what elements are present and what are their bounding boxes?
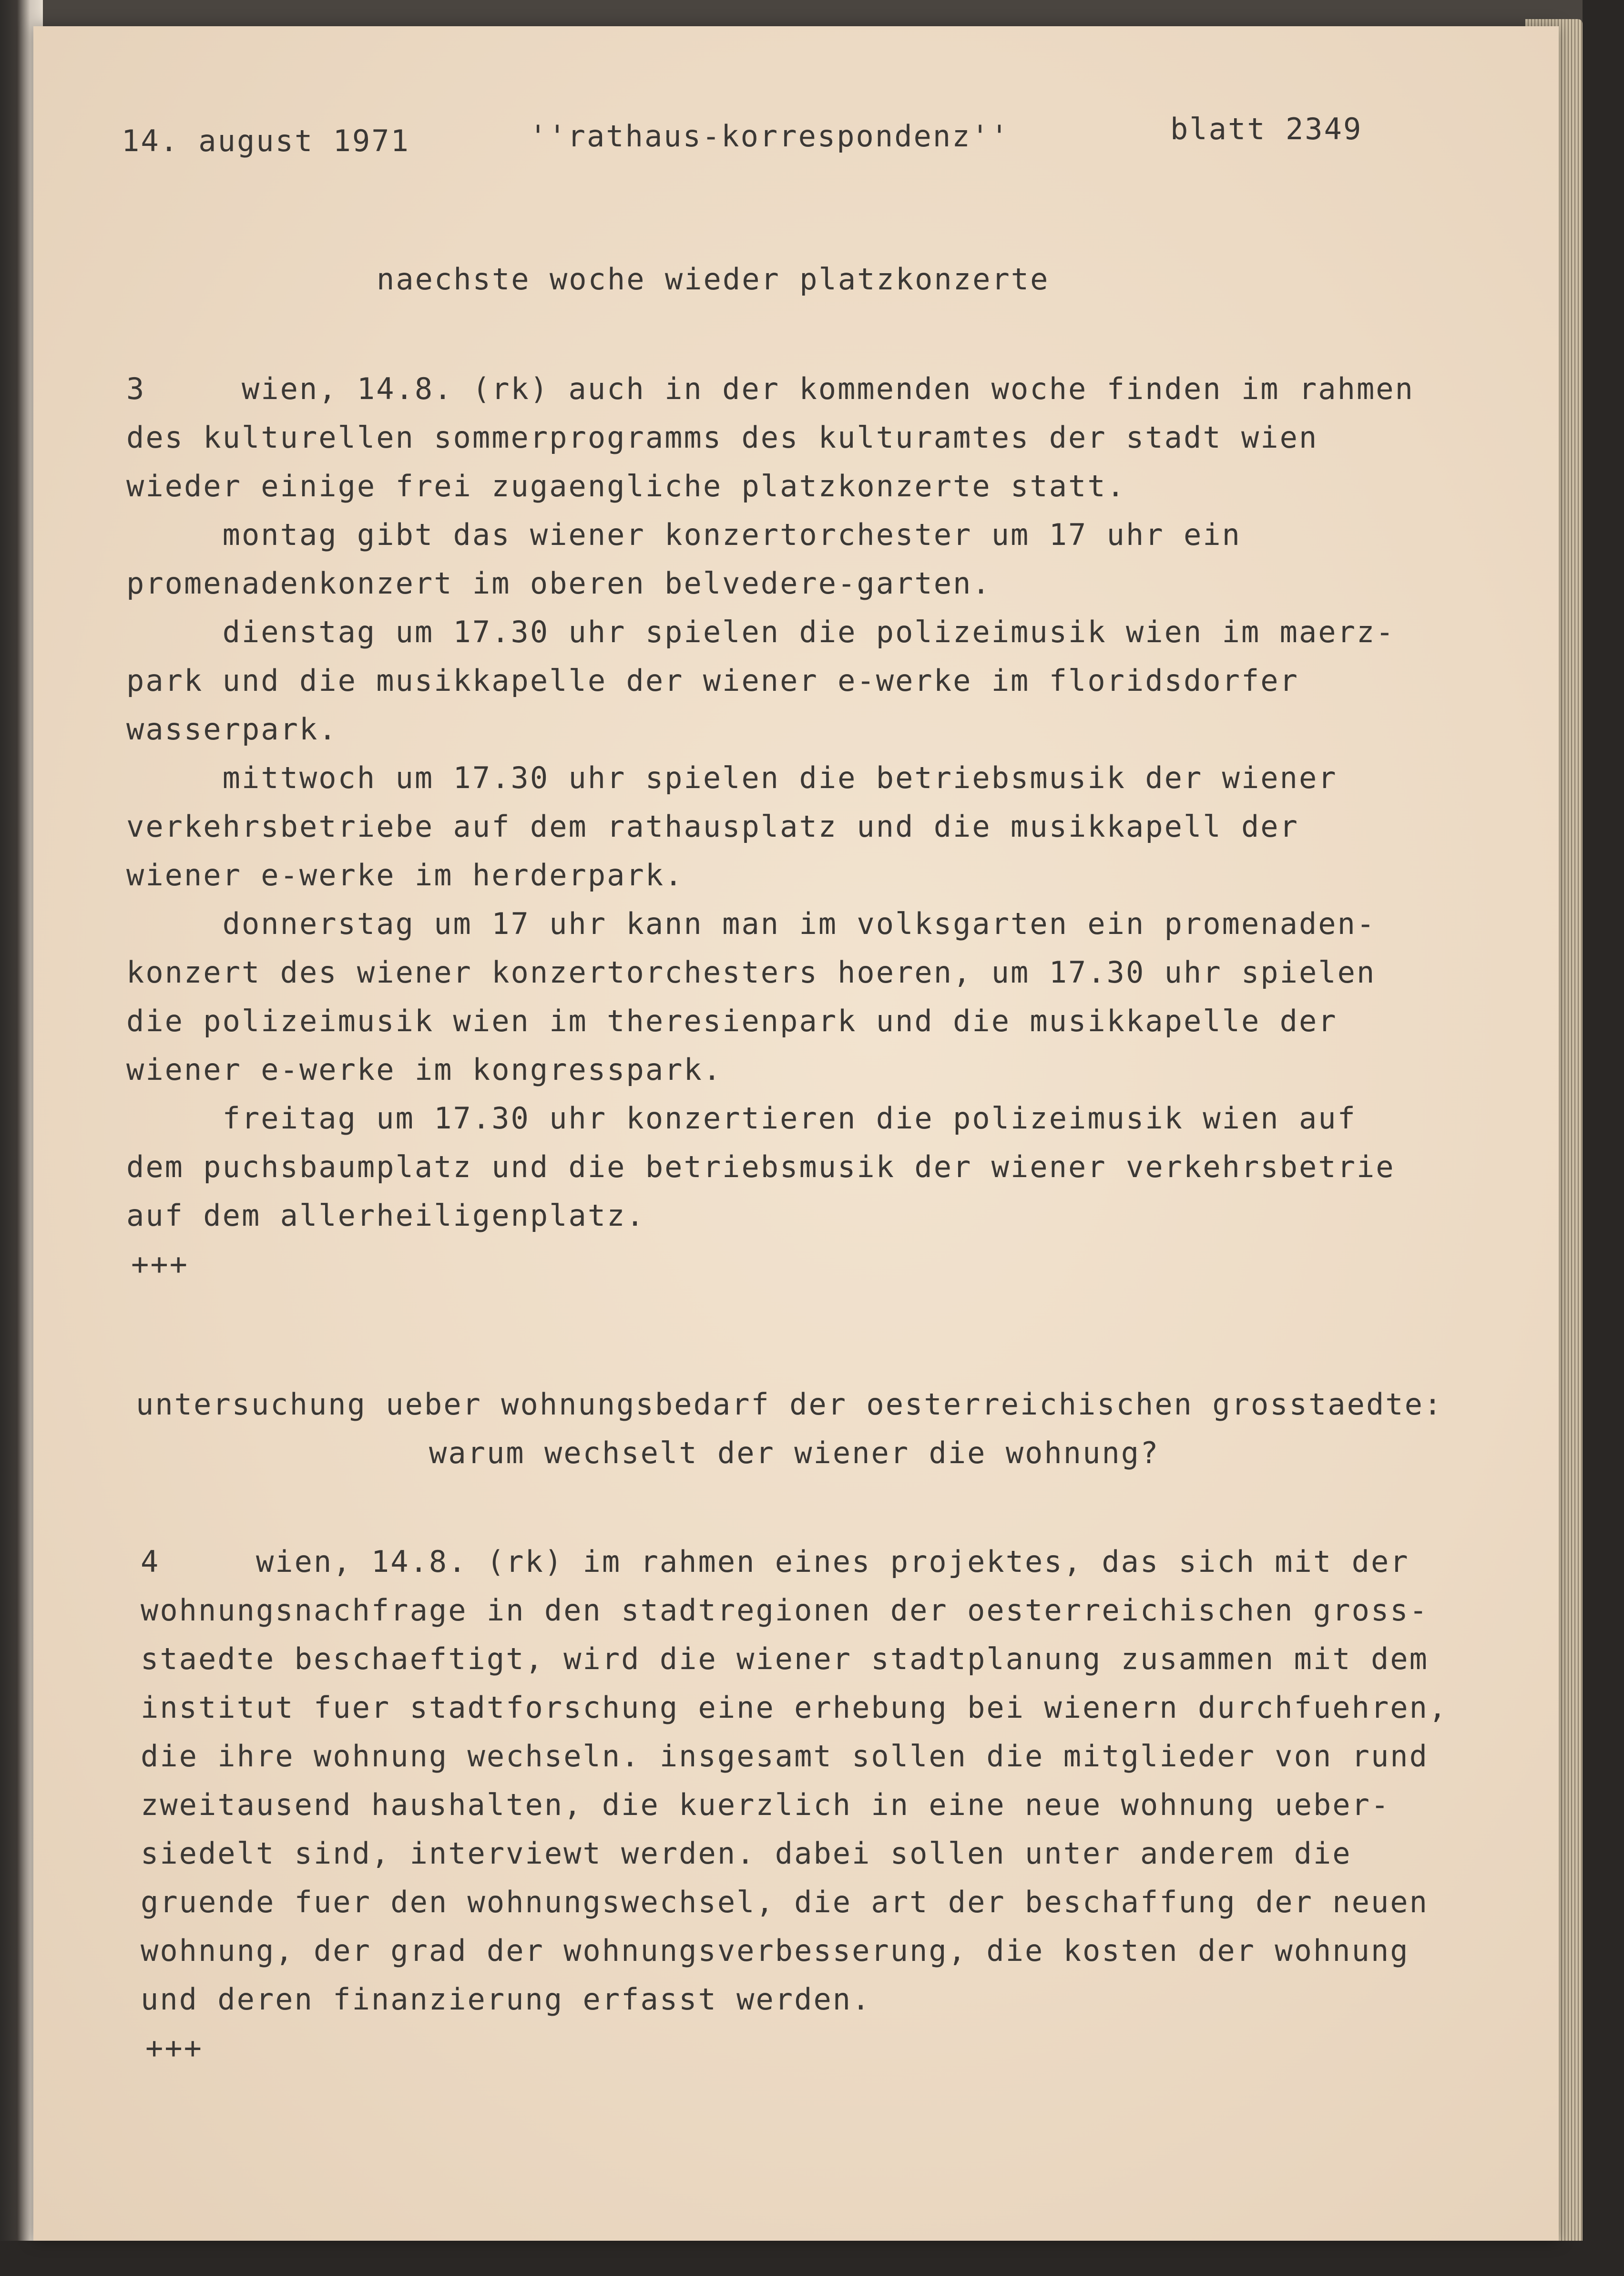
- article1-line: wasserpark.: [126, 712, 338, 747]
- article1-line: promenadenkonzert im oberen belvedere-garten.: [126, 566, 991, 601]
- background-bottom: [0, 2241, 1624, 2276]
- typed-page: [33, 26, 1559, 2241]
- article2-headline: untersuchung ueber wohnungsbedarf der oesterreichischen grosstaedte:: [136, 1387, 1443, 1422]
- article1-end-mark: +++: [131, 1247, 189, 1282]
- article2-subheadline: warum wechselt der wiener die wohnung?: [429, 1435, 1160, 1470]
- article1-line: konzert des wiener konzertorchesters hoeren, um 17.30 uhr spielen: [126, 955, 1376, 990]
- article1-line: montag gibt das wiener konzertorchester um 17 uhr ein: [126, 517, 1241, 552]
- article2-line: staedte beschaeftigt, wird die wiener stadtplanung zusammen mit dem: [141, 1641, 1429, 1676]
- article1-line: freitag um 17.30 uhr konzertieren die polizeimusik wien auf: [126, 1101, 1357, 1136]
- header-date: 14. august 1971: [122, 123, 410, 158]
- article2-line: institut fuer stadtforschung eine erhebung bei wienern durchfuehren,: [141, 1690, 1448, 1725]
- article1-line: wiener e-werke im herderpark.: [126, 858, 684, 892]
- article2-line: gruende fuer den wohnungswechsel, die art der beschaffung der neuen: [141, 1885, 1429, 1919]
- article2-line: 4 wien, 14.8. (rk) im rahmen eines projektes, das sich mit der: [141, 1544, 1410, 1579]
- article2-line: wohnung, der grad der wohnungsverbesserung, die kosten der wohnung: [141, 1933, 1410, 1968]
- article2-line: zweitausend haushalten, die kuerzlich in eine neue wohnung ueber-: [141, 1787, 1390, 1822]
- header-sheet-number: blatt 2349: [1170, 112, 1363, 146]
- article1-headline: naechste woche wieder platzkonzerte: [377, 262, 1050, 297]
- article1-line: wieder einige frei zugaengliche platzkonzerte statt.: [126, 469, 1126, 503]
- article1-line: des kulturellen sommerprogramms des kulturamtes der stadt wien: [126, 420, 1318, 455]
- background-right: [1583, 0, 1624, 2276]
- article1-line: wiener e-werke im kongresspark.: [126, 1052, 723, 1087]
- article1-line: dienstag um 17.30 uhr spielen die polizeimusik wien im maerz-: [126, 615, 1395, 649]
- article1-line: 3 wien, 14.8. (rk) auch in der kommenden woche finden im rahmen: [126, 371, 1414, 406]
- article2-line: die ihre wohnung wechseln. insgesamt sollen die mitglieder von rund: [141, 1739, 1429, 1774]
- article2-line: siedelt sind, interviewt werden. dabei sollen unter anderem die: [141, 1836, 1352, 1871]
- article2-line: wohnungsnachfrage in den stadtregionen der oesterreichischen gross-: [141, 1593, 1429, 1628]
- article1-line: dem puchsbaumplatz und die betriebsmusik der wiener verkehrsbetrie: [126, 1149, 1395, 1184]
- article1-line: die polizeimusik wien im theresienpark und die musikkapelle der: [126, 1004, 1338, 1038]
- header-publication: ''rathaus-korrespondenz'': [529, 119, 1010, 154]
- article1-line: auf dem allerheiligenplatz.: [126, 1198, 645, 1233]
- article1-line: verkehrsbetriebe auf dem rathausplatz und die musikkapell der: [126, 809, 1299, 844]
- article2-line: und deren finanzierung erfasst werden.: [141, 1982, 871, 2017]
- article1-line: park und die musikkapelle der wiener e-werke im floridsdorfer: [126, 663, 1299, 698]
- article2-end-mark: +++: [145, 2030, 203, 2065]
- article1-line: mittwoch um 17.30 uhr spielen die betriebsmusik der wiener: [126, 760, 1338, 795]
- article1-line: donnerstag um 17 uhr kann man im volksgarten ein promenaden-: [126, 906, 1376, 941]
